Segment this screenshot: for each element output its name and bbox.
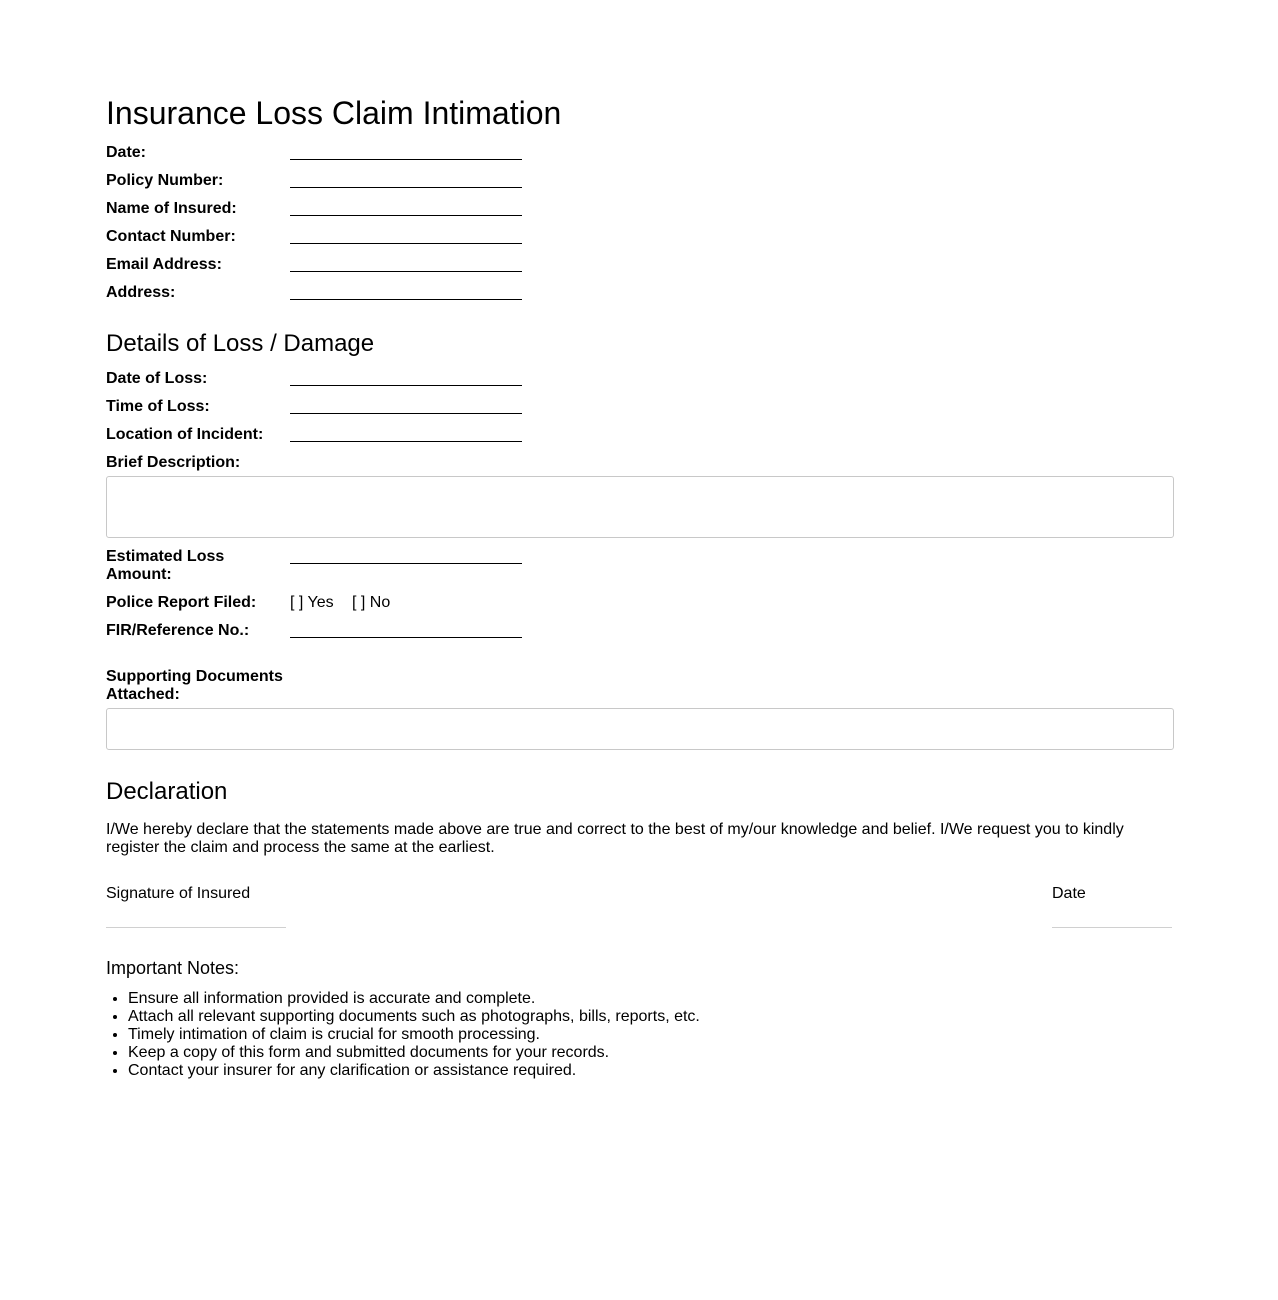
- police-report-no-option[interactable]: [ ] No: [352, 594, 391, 611]
- list-item: • Attach all relevant supporting documents such as photographs, bills, reports, etc.: [128, 1008, 700, 1026]
- field-label: Time of Loss:: [106, 398, 210, 415]
- name-of-insured-input-line[interactable]: [290, 215, 522, 216]
- field-date: [106, 144, 1174, 172]
- field-label: Police Report Filed:: [106, 594, 257, 611]
- signature-line[interactable]: [106, 927, 286, 928]
- list-item: • Timely intimation of claim is crucial for smooth processing.: [128, 1026, 700, 1044]
- fir-reference-input-line[interactable]: [290, 637, 522, 638]
- field-label: Policy Number:: [106, 172, 224, 189]
- declaration-date-label: Date: [1052, 885, 1086, 902]
- field-label: Location of Incident:: [106, 426, 264, 443]
- field-label: Email Address:: [106, 256, 222, 273]
- field-label: Address:: [106, 284, 176, 301]
- policy-number-input-line[interactable]: [290, 187, 522, 188]
- field-address: [106, 284, 1174, 312]
- field-policy-number: [106, 172, 1174, 200]
- list-item: • Ensure all information provided is accurate and complete.: [128, 990, 700, 1008]
- address-input-line[interactable]: [290, 299, 522, 300]
- time-of-loss-input-line[interactable]: [290, 413, 522, 414]
- contact-number-input-line[interactable]: [290, 243, 522, 244]
- field-label: Contact Number:: [106, 228, 236, 245]
- loss-section-heading: Details of Loss / Damage: [106, 330, 375, 357]
- field-police-report: [106, 594, 1174, 622]
- list-item: • Keep a copy of this form and submitted documents for your records.: [128, 1044, 700, 1062]
- supporting-documents-textarea[interactable]: [106, 708, 1174, 750]
- notes-heading: Important Notes:: [106, 958, 240, 978]
- field-label: Estimated Loss Amount:: [106, 548, 225, 583]
- field-location-of-incident: [106, 426, 1174, 454]
- declaration-text: I/We hereby declare that the statements made above are true and correct to the best of my/our knowledge and belief. I/We request you to kindly register the claim and process the same at the earliest.: [106, 821, 1124, 856]
- date-input-line[interactable]: [290, 159, 522, 160]
- page-title: Insurance Loss Claim Intimation: [106, 95, 562, 131]
- field-date-of-loss: [106, 370, 1174, 398]
- field-label: Name of Insured:: [106, 200, 237, 217]
- list-item: • Contact your insurer for any clarification or assistance required.: [128, 1062, 700, 1080]
- brief-description-label: Brief Description:: [106, 454, 241, 471]
- notes-list: [106, 990, 700, 1080]
- field-label: Date:: [106, 144, 147, 161]
- email-address-input-line[interactable]: [290, 271, 522, 272]
- brief-description-textarea[interactable]: [106, 476, 1174, 538]
- declaration-heading: Declaration: [106, 778, 228, 805]
- field-label: Date of Loss:: [106, 370, 208, 387]
- police-report-yes-option[interactable]: [ ] Yes: [290, 594, 334, 611]
- location-of-incident-input-line[interactable]: [290, 441, 522, 442]
- field-time-of-loss: [106, 398, 1174, 426]
- field-email-address: [106, 256, 1174, 284]
- field-fir-reference: [106, 622, 1174, 650]
- field-estimated-loss: [106, 548, 1174, 588]
- signature-label: Signature of Insured: [106, 885, 251, 902]
- field-label: FIR/Reference No.:: [106, 622, 250, 639]
- field-name-of-insured: [106, 200, 1174, 228]
- supporting-documents-label: Supporting Documents Attached:: [106, 668, 283, 703]
- date-of-loss-input-line[interactable]: [290, 385, 522, 386]
- estimated-loss-input-line[interactable]: [290, 563, 522, 564]
- declaration-date-line[interactable]: [1052, 927, 1172, 928]
- field-contact-number: [106, 228, 1174, 256]
